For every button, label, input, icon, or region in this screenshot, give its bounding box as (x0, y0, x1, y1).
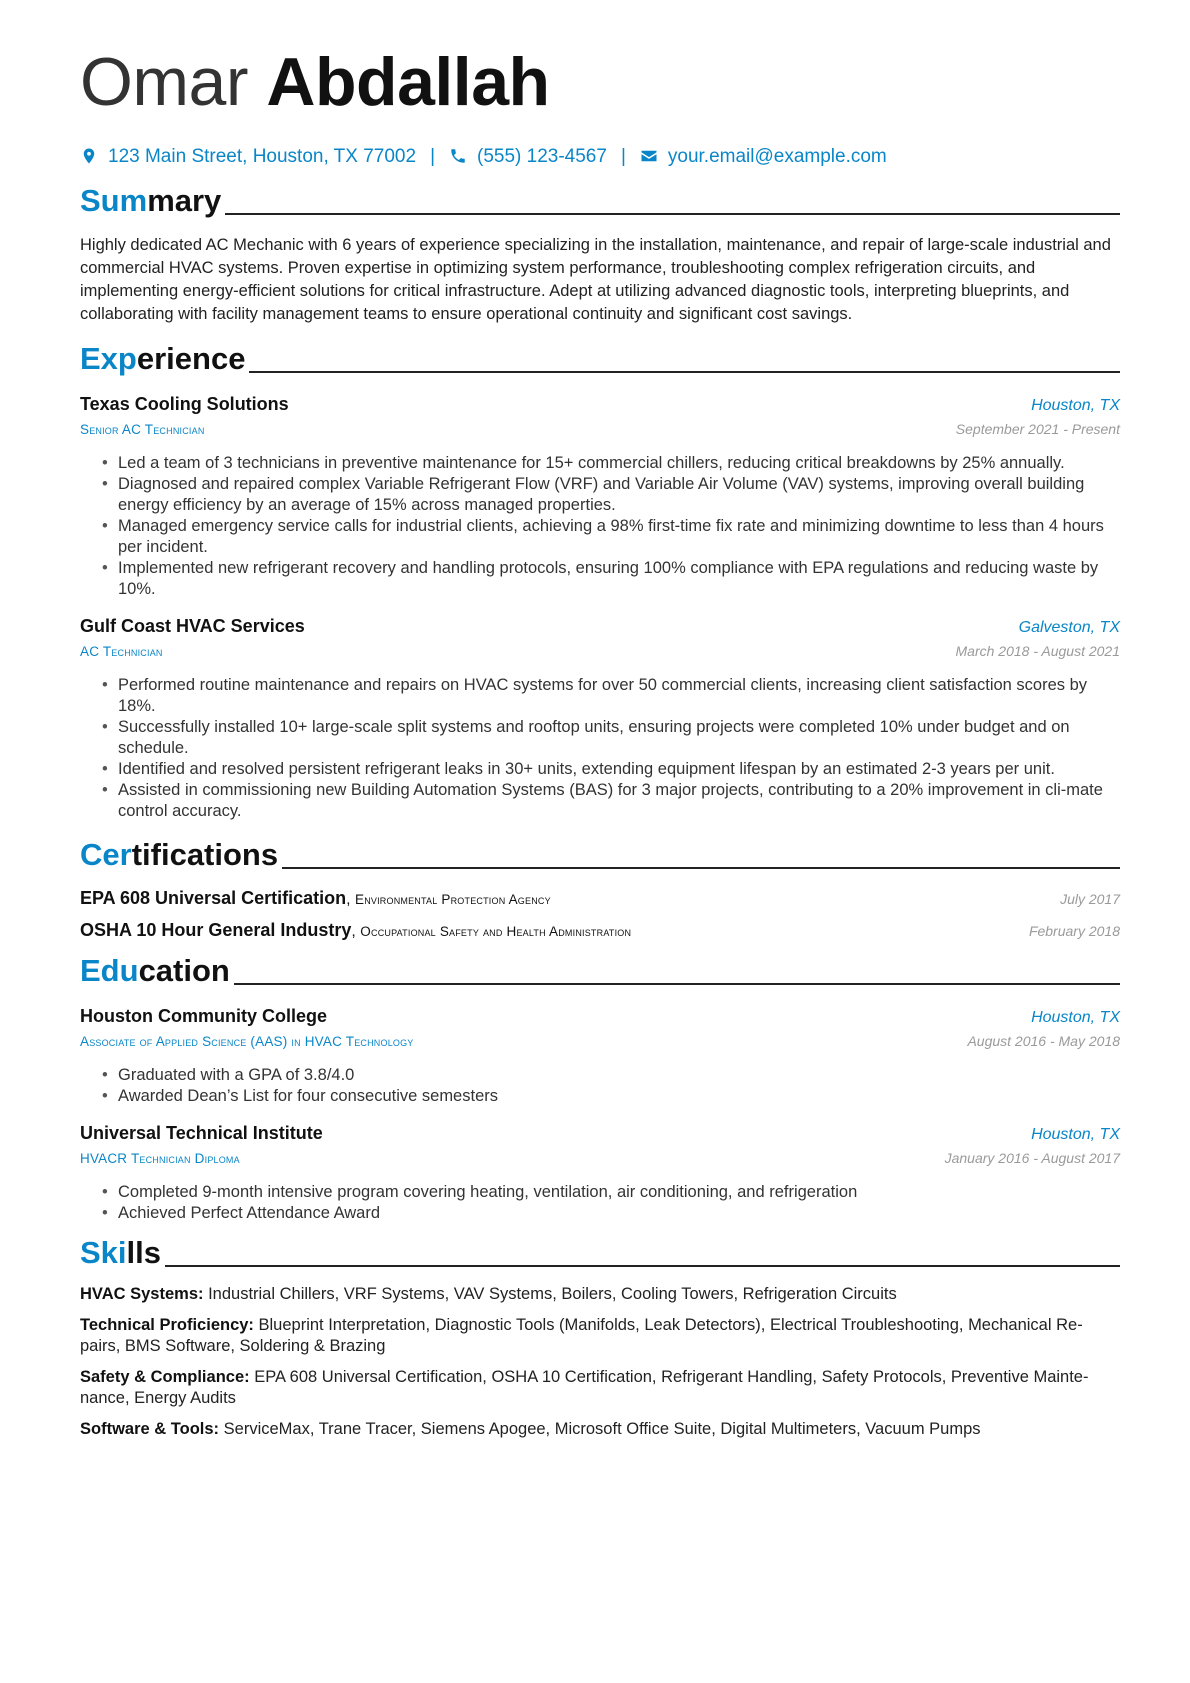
job-bullets (80, 675, 1120, 822)
experience-entry (80, 392, 1120, 600)
location-pin-icon (80, 146, 108, 167)
certification-date: February 2018 (1028, 923, 1120, 939)
section-rule (165, 1265, 1120, 1267)
experience-entry (80, 614, 1120, 822)
certification-name: OSHA 10 Hour General Industry (80, 920, 352, 940)
section-title-rest: tifications (131, 837, 279, 872)
certifications-heading (80, 836, 1120, 874)
skill-label: Software & Tools: (80, 1420, 220, 1438)
phone-icon (449, 146, 477, 167)
section-title-rest: lls (126, 1235, 161, 1270)
job-location: Galveston, TX (1018, 619, 1120, 636)
list-item: • Completed 9-month intensive program covering heating, ventilation, air conditioning, and refrigeration (118, 1182, 1120, 1203)
list-item: • Diagnosed and repaired complex Variable Refrigerant Flow (VRF) and Variable Air Volume (VAV) systems, improving overall building energy efficiency by an average of 15% across managed properties. (118, 474, 1120, 516)
certification-issuer: Environmental Protection Agency (355, 892, 551, 907)
section-rule (249, 371, 1120, 373)
skill-line (80, 1315, 1120, 1357)
education-bullets (80, 1065, 1120, 1107)
certification-date: July 2017 (1060, 891, 1120, 907)
list-item: • Awarded Dean’s List for four consecutive semesters (118, 1086, 1120, 1107)
section-rule (282, 867, 1120, 869)
first-name: Omar (80, 44, 248, 120)
company-name: Gulf Coast HVAC Services (80, 616, 305, 636)
certification-name: EPA 608 Universal Certification (80, 888, 347, 908)
certification-item: EPA 608 Universal Certification, Environmental Protection Agency July 2017 (80, 888, 1120, 908)
list-item: • Performed routine maintenance and repairs on HVAC systems for over 50 commercial clients, increasing client satisfaction scores by 18%. (118, 675, 1120, 717)
contact-line (80, 144, 1120, 170)
school-name: Universal Technical Institute (80, 1123, 323, 1143)
degree-title: HVACR Technician Diploma (80, 1151, 240, 1166)
summary-text: Highly dedicated AC Mechanic with 6 years of experience specializing in the installation, maintenance, and repair of large-scale industrial and commercial HVAC systems. Proven expertise in optimizing system performance, troubleshooting complex refrigeration circuits, and implementing energy-efficient solutions for critical infrastructure. Adept at utilizing advanced diagnostic tools, interpreting blueprints, and collaborating with facility management teams to ensure operational continuity and significant cost savings. (80, 236, 1111, 323)
school-location: Houston, TX (1031, 1009, 1120, 1026)
phone-link[interactable]: (555) 123-4567 (477, 146, 607, 167)
certification-issuer: Occupational Safety and Health Administration (360, 924, 632, 939)
last-name: Abdallah (266, 44, 550, 120)
experience-heading (80, 340, 1120, 378)
list-item: • Implemented new refrigerant recovery and handling protocols, ensuring 100% compliance with EPA regulations and reducing waste by 10%. (118, 558, 1120, 600)
section-title-highlight: Sum (80, 183, 148, 218)
school-name: Houston Community College (80, 1006, 327, 1026)
degree-title: Associate of Applied Science (AAS) in HVAC Technology (80, 1034, 414, 1049)
education-entry (80, 1004, 1120, 1107)
skill-label: Safety & Compliance: (80, 1368, 250, 1386)
skill-value: EPA 608 Universal Certification, OSHA 10 Certification, Refrigerant Handling, Safety Protocols, Preventive Mainte-nance, Energy Audits (80, 1368, 1089, 1407)
resume-content (80, 42, 1120, 1440)
contact-separator: | (430, 146, 436, 167)
section-title-highlight: Edu (80, 953, 139, 988)
school-location: Houston, TX (1031, 1126, 1120, 1143)
company-name: Texas Cooling Solutions (80, 394, 289, 414)
job-location: Houston, TX (1031, 397, 1120, 414)
section-title-rest: mary (147, 183, 222, 218)
education-dates: January 2016 - August 2017 (944, 1150, 1120, 1166)
section-title-rest: erience (136, 341, 246, 376)
list-item: • Led a team of 3 technicians in preventive maintenance for 15+ commercial chillers, reducing critical breakdowns by 25% annually. (118, 453, 1120, 474)
address-text: 123 Main Street, Houston, TX 77002 (108, 146, 417, 167)
education-entry (80, 1121, 1120, 1224)
email-link[interactable]: your.email@example.com (667, 146, 887, 167)
section-title-rest: cation (138, 953, 230, 988)
section-title-highlight: Exp (80, 341, 137, 376)
skill-line (80, 1367, 1120, 1409)
list-item: • Identified and resolved persistent refrigerant leaks in 30+ units, extending equipment lifespan by an estimated 2-3 years per unit. (118, 759, 1120, 780)
job-title: Senior AC Technician (80, 422, 205, 437)
candidate-name (80, 42, 1120, 122)
section-title-highlight: Ski (80, 1235, 127, 1270)
section-rule (225, 213, 1120, 215)
job-title: AC Technician (80, 644, 163, 659)
skill-label: Technical Proficiency: (80, 1316, 254, 1334)
skill-line (80, 1419, 1120, 1440)
education-bullets (80, 1182, 1120, 1224)
list-item: • Achieved Perfect Attendance Award (118, 1203, 1120, 1224)
skill-line (80, 1284, 1120, 1305)
education-heading (80, 952, 1120, 990)
job-dates: September 2021 - Present (955, 421, 1120, 437)
skill-value: ServiceMax, Trane Tracer, Siemens Apogee, Microsoft Office Suite, Digital Multimeters, Vacuum Pumps (223, 1420, 981, 1438)
job-bullets (80, 453, 1120, 600)
education-dates: August 2016 - May 2018 (967, 1033, 1120, 1049)
summary-heading (80, 182, 1120, 220)
envelope-icon (640, 146, 668, 167)
section-rule (234, 983, 1120, 985)
list-item: • Graduated with a GPA of 3.8/4.0 (118, 1065, 1120, 1086)
list-item: • Assisted in commissioning new Building Automation Systems (BAS) for 3 major projects, contributing to a 20% improvement in cli-mate control accuracy. (118, 780, 1120, 822)
skills-heading (80, 1234, 1120, 1272)
skill-value: Industrial Chillers, VRF Systems, VAV Systems, Boilers, Cooling Towers, Refrigeration Circuits (208, 1285, 897, 1303)
list-item: • Managed emergency service calls for industrial clients, achieving a 98% first-time fix rate and minimizing downtime to less than 4 hours per incident. (118, 516, 1120, 558)
certification-item: OSHA 10 Hour General Industry, Occupational Safety and Health Administration February 2018 (80, 920, 1120, 940)
contact-separator: | (620, 146, 626, 167)
skill-value: Blueprint Interpretation, Diagnostic Tools (Manifolds, Leak Detectors), Electrical Troubleshooting, Mechanical Re-pairs, BMS Software, Soldering & Brazing (80, 1316, 1083, 1355)
list-item: • Successfully installed 10+ large-scale split systems and rooftop units, ensuring projects were completed 10% under budget and on schedule. (118, 717, 1120, 759)
job-dates: March 2018 - August 2021 (955, 643, 1120, 659)
section-title-highlight: Cer (80, 837, 132, 872)
skill-label: HVAC Systems: (80, 1285, 204, 1303)
